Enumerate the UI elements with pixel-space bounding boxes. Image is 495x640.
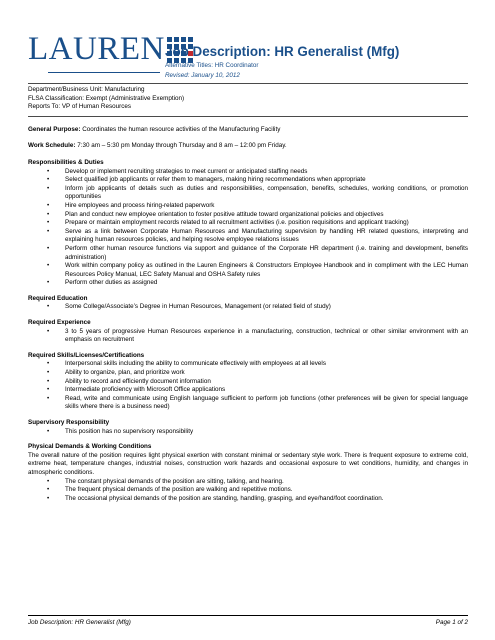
experience-heading: Required Experience <box>28 319 91 327</box>
list-item: • Read, write and communicate using English language sufficient to perform job functions (other preferences will be given for special language skills where there is a business need) <box>65 395 468 412</box>
reports-to-line: Reports To: VP of Human Resources <box>28 103 132 111</box>
document-title: Job Description: HR Generalist (Mfg) <box>165 44 400 59</box>
list-item: • Serve as a link between Corporate Human Resources and Manufacturing supervision by handling HR related questions, interpreting and explaining human resources policies, and helping resolve employee relations issues <box>65 228 468 245</box>
skills-section <box>28 352 468 412</box>
list-item: • Intermediate proficiency with Microsoft Office applications <box>65 386 468 395</box>
education-heading: Required Education <box>28 294 88 302</box>
supervisory-heading: Supervisory Responsibility <box>28 419 110 426</box>
supervisory-section <box>28 419 468 436</box>
physical-section <box>28 443 468 503</box>
list-item: • Ability to record and efficiently document information <box>65 378 468 387</box>
divider-bottom <box>28 116 468 117</box>
list-item: • Ability to organize, plan, and prioritize work <box>65 369 468 378</box>
responsibilities-section <box>28 159 468 288</box>
list-item: • Plan and conduct new employee orientation to foster positive attitude toward organizational policies and objectives <box>65 211 468 220</box>
list-item: • The occasional physical demands of the position are standing, handling, grasping, and eye/hand/foot coordination. <box>65 495 468 504</box>
physical-list <box>28 478 468 504</box>
general-purpose <box>28 126 468 135</box>
physical-paragraph: The overall nature of the position requires light physical exertion with constant minimal or sedentary style work. There is frequent exposure to extreme cold, extreme heat, temperature changes, industrial noises, construction work hazards and occasional exposure to wet conditions, humidity, and changes in atmospheric conditions. <box>28 451 468 476</box>
position-info <box>28 84 468 116</box>
list-item: • Perform other human resource functions via support and guidance of the Corporate HR department (i.e. training and development, benefits administration) <box>65 245 468 262</box>
list-item: • Some College/Associate’s Degree in Human Resources, Management (or related field of study) <box>65 303 468 312</box>
list-item: • The constant physical demands of the position are sitting, talking, and hearing. <box>65 478 468 487</box>
work-schedule <box>28 142 468 151</box>
physical-heading: Physical Demands & Working Conditions <box>28 443 152 451</box>
list-item: • This position has no supervisory responsibility <box>65 428 468 437</box>
document-header <box>28 0 468 83</box>
revised-date: Revised: January 10, 2012 <box>165 71 240 79</box>
alternative-titles: Alternative Titles: HR Coordinator <box>165 62 259 70</box>
document-footer <box>28 615 468 626</box>
general-purpose-label: General Purpose: <box>28 125 81 133</box>
skills-list <box>28 360 468 412</box>
experience-list <box>28 328 468 345</box>
footer-row <box>28 619 468 626</box>
footer-rule <box>28 615 468 616</box>
list-item: • Work within company policy as outlined in the Lauren Engineers & Constructors Employee Handbook and in compliment with the LEC Human Resources Policy Manual, LEC Safety Manual and OSHA Safety rules <box>65 262 468 279</box>
skills-heading: Required Skills/Licenses/Certifications <box>28 351 145 359</box>
responsibilities-list <box>28 168 468 288</box>
work-schedule-label: Work Schedule: <box>28 142 76 150</box>
work-schedule-text: 7:30 am – 5:30 pm Monday through Thursday and 8 am – 12:00 pm Friday. <box>75 142 287 150</box>
list-item: • Select qualified job applicants or refer them to managers, making hiring recommendations when appropriate <box>65 176 468 185</box>
general-purpose-text: Coordinates the human resource activities of the Manufacturing Facility <box>80 125 281 133</box>
title-block <box>165 45 399 79</box>
list-item: • Prepare or maintain employment records related to all recruitment activities (i.e. position requisitions and applicant tracking) <box>65 219 468 228</box>
footer-title: Job Description: HR Generalist (Mfg) <box>28 619 131 626</box>
responsibilities-heading: Responsibilities & Duties <box>28 158 104 166</box>
logo-underline <box>48 72 160 73</box>
document-body <box>28 126 468 504</box>
flsa-line: FLSA Classification: Exempt (Administrative Exemption) <box>28 94 185 102</box>
experience-section <box>28 319 468 345</box>
department-line: Department/Business Unit: Manufacturing <box>28 86 145 93</box>
list-item: • 3 to 5 years of progressive Human Resources experience in a manufacturing, construction, technical or other similar environment with an emphasis on recruitment <box>65 328 468 345</box>
education-list <box>28 303 468 312</box>
list-item: • Develop or implement recruiting strategies to meet current or anticipated staffing needs <box>65 168 468 177</box>
supervisory-list <box>28 428 468 437</box>
list-item: • The frequent physical demands of the position are walking and repetitive motions. <box>65 486 468 495</box>
list-item: • Hire employees and process hiring-related paperwork <box>65 202 468 211</box>
list-item: • Inform job applicants of details such as duties and responsibilities, compensation, benefits, schedules, working conditions, or promotion opportunities <box>65 185 468 202</box>
page-number: Page 1 of 2 <box>435 619 468 626</box>
logo-wordmark: LAUREN <box>28 31 165 67</box>
education-section <box>28 295 468 312</box>
list-item: • Interpersonal skills including the ability to communicate effectively with employees at all levels <box>65 360 468 369</box>
list-item: • Perform other duties as assigned <box>65 279 468 288</box>
